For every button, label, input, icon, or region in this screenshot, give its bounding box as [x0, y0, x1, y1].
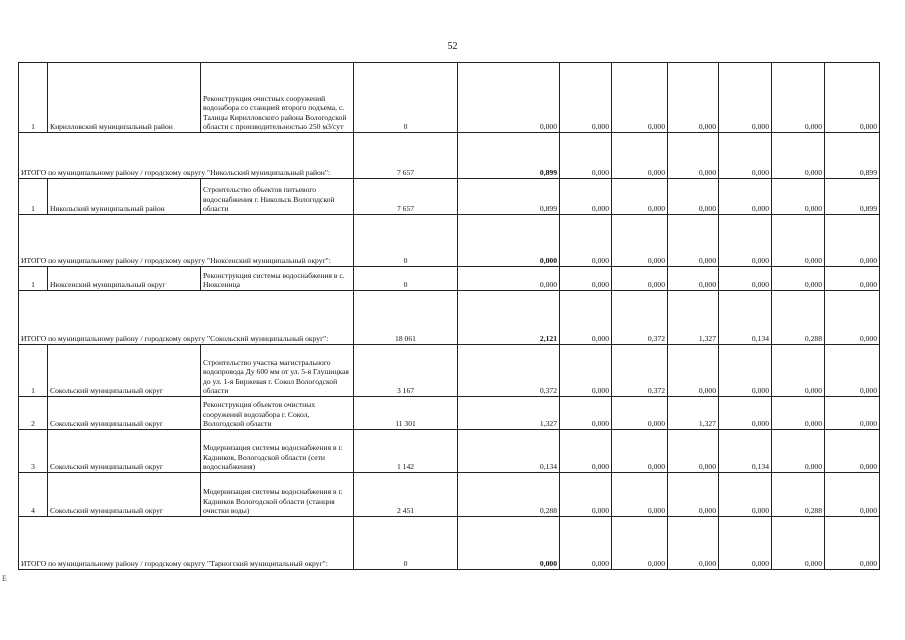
value-cell: 0,000 [612, 430, 668, 473]
value-cell: 1,327 [668, 397, 719, 430]
value-cell: 0,000 [458, 63, 560, 133]
value-cell: 0,000 [612, 215, 668, 267]
table-body [19, 63, 880, 570]
value-cell: 0,000 [458, 517, 560, 570]
table-row [19, 430, 880, 473]
object-description: Модернизация системы водоснабжения в г. Кадников, Вологодской области (сети водоснабжения) [201, 430, 354, 473]
page-number: 52 [447, 41, 458, 52]
value-cell: 0,000 [560, 215, 612, 267]
value-cell: 0,134 [719, 430, 772, 473]
table-row [19, 473, 880, 517]
value-cell: 0,000 [458, 267, 560, 291]
value-cell: 0,000 [825, 473, 880, 517]
value-cell: 0,000 [719, 179, 772, 215]
value-cell: 0,000 [825, 397, 880, 430]
table-row [19, 63, 880, 133]
value-cell: 0,000 [719, 267, 772, 291]
value-cell: 0,899 [825, 179, 880, 215]
total-row [19, 215, 880, 267]
municipality-name: Сокольский муниципальный округ [48, 430, 201, 473]
value-cell: 0,000 [719, 517, 772, 570]
value-cell: 3 167 [354, 345, 458, 397]
value-cell: 1,327 [668, 291, 719, 345]
margin-mark: E [2, 574, 7, 583]
value-cell: 0,899 [458, 133, 560, 179]
value-cell: 0,000 [772, 517, 825, 570]
value-cell: 0,000 [560, 517, 612, 570]
value-cell: 0,000 [668, 473, 719, 517]
value-cell: 0,288 [772, 473, 825, 517]
object-description: Строительство участка магистрального водопровода Ду 600 мм от ул. 5-я Глушицкая до ул. 1-я Биржевая г. Сокол Вологодской области [201, 345, 354, 397]
value-cell: 0,000 [668, 215, 719, 267]
municipality-name: Сокольский муниципальный округ [48, 397, 201, 430]
value-cell: 0 [354, 267, 458, 291]
value-cell: 0,000 [612, 133, 668, 179]
value-cell: 0,000 [825, 345, 880, 397]
municipality-name: Никольский муниципальный район [48, 179, 201, 215]
value-cell: 0,000 [719, 215, 772, 267]
value-cell: 0,000 [560, 133, 612, 179]
table-row [19, 345, 880, 397]
value-cell: 0,000 [668, 133, 719, 179]
value-cell: 0,000 [719, 473, 772, 517]
total-label: ИТОГО по муниципальному району / городскому округу "Никольский муниципальный район": [19, 133, 354, 179]
value-cell: 0,000 [668, 179, 719, 215]
municipality-name: Сокольский муниципальный округ [48, 473, 201, 517]
row-index: 3 [19, 430, 48, 473]
value-cell: 0,000 [825, 267, 880, 291]
value-cell: 0,134 [458, 430, 560, 473]
object-description: Реконструкция очистных сооружений водозабора со станцией второго подъема, с. Талицы Кирилловского района Вологодской области с производительностью 250 м3/сут [201, 63, 354, 133]
investment-table [18, 62, 880, 570]
value-cell: 0,000 [668, 430, 719, 473]
total-label: ИТОГО по муниципальному району / городскому округу "Нюксенский муниципальный округ": [19, 215, 354, 267]
value-cell: 0,000 [772, 63, 825, 133]
total-row [19, 517, 880, 570]
table-row [19, 179, 880, 215]
value-cell: 0 [354, 63, 458, 133]
value-cell: 2,121 [458, 291, 560, 345]
value-cell: 0 [354, 517, 458, 570]
value-cell: 0,000 [668, 63, 719, 133]
table-row [19, 267, 880, 291]
value-cell: 7 657 [354, 179, 458, 215]
value-cell: 0,134 [719, 291, 772, 345]
value-cell: 0,000 [772, 215, 825, 267]
value-cell: 0,000 [772, 179, 825, 215]
value-cell: 0,000 [560, 430, 612, 473]
value-cell: 0,288 [772, 291, 825, 345]
value-cell: 0,000 [772, 267, 825, 291]
value-cell: 0,000 [825, 291, 880, 345]
value-cell: 0,000 [825, 430, 880, 473]
value-cell: 0,000 [719, 133, 772, 179]
row-index: 1 [19, 179, 48, 215]
value-cell: 0,000 [612, 473, 668, 517]
value-cell: 0,288 [458, 473, 560, 517]
value-cell: 1 142 [354, 430, 458, 473]
table-row [19, 397, 880, 430]
value-cell: 1,327 [458, 397, 560, 430]
total-row [19, 133, 880, 179]
value-cell: 0,000 [612, 267, 668, 291]
object-description: Строительство объектов питьевого водоснабжения г. Никольск Вологодской области [201, 179, 354, 215]
value-cell: 0,000 [668, 267, 719, 291]
value-cell: 18 061 [354, 291, 458, 345]
value-cell: 0,000 [560, 267, 612, 291]
value-cell: 2 451 [354, 473, 458, 517]
municipality-name: Кирилловский муниципальный район [48, 63, 201, 133]
total-label: ИТОГО по муниципальному району / городскому округу "Сокольский муниципальный округ": [19, 291, 354, 345]
value-cell: 0,000 [772, 345, 825, 397]
value-cell: 0,000 [560, 345, 612, 397]
value-cell: 0 [354, 215, 458, 267]
value-cell: 0,000 [612, 517, 668, 570]
value-cell: 0,000 [560, 473, 612, 517]
value-cell: 0,000 [560, 63, 612, 133]
value-cell: 0,000 [612, 397, 668, 430]
value-cell: 0,000 [560, 179, 612, 215]
value-cell: 0,372 [612, 345, 668, 397]
value-cell: 0,000 [825, 63, 880, 133]
row-index: 1 [19, 345, 48, 397]
object-description: Модернизация системы водоснабжения в г. Кадников Вологодской области (станция очистки воды) [201, 473, 354, 517]
value-cell: 0,000 [825, 517, 880, 570]
value-cell: 0,000 [560, 291, 612, 345]
municipality-name: Нюксенский муниципальный округ [48, 267, 201, 291]
value-cell: 0,899 [825, 133, 880, 179]
object-description: Реконструкция объектов очистных сооружений водозабора г. Сокол, Вологодской области [201, 397, 354, 430]
row-index: 1 [19, 63, 48, 133]
row-index: 4 [19, 473, 48, 517]
value-cell: 0,000 [825, 215, 880, 267]
value-cell: 0,000 [612, 179, 668, 215]
value-cell: 0,000 [560, 397, 612, 430]
value-cell: 7 657 [354, 133, 458, 179]
value-cell: 0,000 [719, 63, 772, 133]
value-cell: 0,000 [772, 133, 825, 179]
value-cell: 0,000 [668, 345, 719, 397]
value-cell: 0,000 [668, 517, 719, 570]
value-cell: 11 301 [354, 397, 458, 430]
total-label: ИТОГО по муниципальному району / городскому округу "Тарногский муниципальный округ": [19, 517, 354, 570]
value-cell: 0,000 [772, 430, 825, 473]
value-cell: 0,000 [612, 63, 668, 133]
value-cell: 0,000 [719, 345, 772, 397]
municipality-name: Сокольский муниципальный округ [48, 345, 201, 397]
value-cell: 0,000 [719, 397, 772, 430]
value-cell: 0,000 [772, 397, 825, 430]
value-cell: 0,899 [458, 179, 560, 215]
row-index: 2 [19, 397, 48, 430]
object-description: Реконструкция системы водоснабжения в с. Нюксеница [201, 267, 354, 291]
value-cell: 0,372 [612, 291, 668, 345]
value-cell: 0,000 [458, 215, 560, 267]
value-cell: 0,372 [458, 345, 560, 397]
row-index: 1 [19, 267, 48, 291]
total-row [19, 291, 880, 345]
